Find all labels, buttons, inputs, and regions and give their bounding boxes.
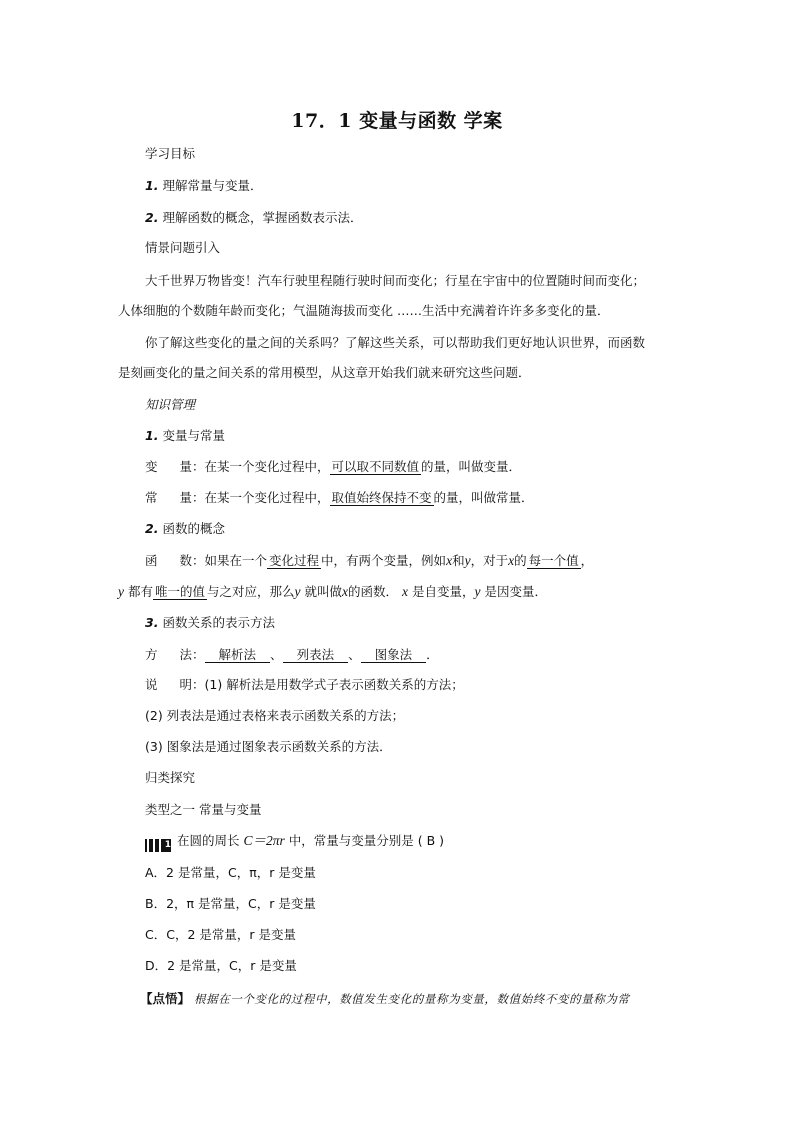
function-text-1: 中，有两个变量，例如: [321, 553, 447, 568]
constant-definition: [145, 490, 534, 506]
tip-body: 根据在一个变化的过程中，数值发生变化的量称为变量，数值始终不变的量称为常: [194, 992, 630, 1006]
variable-blank: 可以取不同数值: [331, 459, 420, 474]
note-term-rest: 明：(1) 解析法是用数学式子表示函数关系的方法；: [179, 677, 464, 692]
constant-term-rest: 量：在某一个变化过程中，: [179, 490, 330, 505]
option-d: D．2 是常量，C，r 是变量: [145, 958, 297, 973]
methods-blank-3: 图象法: [361, 648, 427, 663]
function-blank-1: 变化过程: [269, 553, 320, 568]
tip-line: [140, 991, 630, 1007]
constant-tail: 的量，叫做常量．: [433, 490, 534, 505]
note-term-char: 说: [145, 677, 158, 692]
intro-paragraph-2-line-1: 你了解这些变化的量之间的关系吗？了解这些关系，可以帮助我们更好地认识世界，而函数: [145, 335, 646, 350]
goal-1-text: 理解常量与变量．: [162, 178, 263, 193]
goal-2: [145, 210, 362, 226]
function-line2-text-c: 就叫做: [304, 584, 343, 599]
intro-paragraph-1-line-2: 人体细胞的个数随年龄而变化；气温随海拔而变化 ……生活中充满着许许多多变化的量．: [118, 303, 610, 318]
example-1-formula: C＝2πr: [243, 833, 285, 848]
example-icon: 1: [145, 839, 171, 852]
knowledge-2: [145, 521, 225, 537]
variable-term-char: 变: [145, 459, 158, 474]
option-c: C．C，2 是常量，r 是变量: [145, 927, 296, 942]
goals-heading: 学习目标: [145, 146, 196, 161]
function-line2-y-3: y: [474, 584, 481, 599]
constant-blank: 取值始终保持不变: [331, 490, 432, 505]
knowledge-3-title: 函数关系的表示方法: [162, 615, 275, 630]
function-line2-x-3: x: [402, 584, 409, 599]
function-var-y: y: [464, 553, 471, 568]
goal-2-number: 2.: [145, 210, 159, 225]
note-line-2: (2) 列表法是通过表格来表示函数关系的方法；: [145, 708, 405, 723]
constant-term-char: 常: [145, 490, 158, 505]
methods-blank-2: 列表法: [283, 648, 349, 663]
option-a: A．2 是常量，C，π，r 是变量: [145, 865, 316, 880]
intro-heading: 情景问题引入: [145, 240, 221, 255]
function-text-2: ，对于: [470, 553, 509, 568]
knowledge-3-number: 3.: [145, 615, 159, 630]
function-term-rest: 数：如果在一个: [179, 553, 268, 568]
page-title: 17．1 变量与函数 学案: [291, 110, 503, 132]
function-line2-text-b: 与之对应，那么: [207, 584, 295, 599]
goal-1-number: 1.: [145, 178, 159, 193]
knowledge-2-title: 函数的概念: [162, 521, 225, 536]
methods-sep-1: 、: [270, 647, 283, 662]
type-1-heading: 类型之一 常量与变量: [145, 802, 262, 817]
variable-definition: [145, 459, 521, 475]
explore-heading: 归类探究: [145, 770, 196, 785]
variable-term-rest: 量：在某一个变化过程中，: [179, 459, 330, 474]
function-line2-y: y: [118, 584, 124, 599]
function-line2-text-f: 是因变量．: [484, 584, 548, 599]
methods-term-char: 方: [145, 647, 158, 662]
example-1-text-a: 在圆的周长: [177, 833, 240, 848]
intro-paragraph-1-line-1: 大千世界万物皆变！汽车行驶里程随行驶时间而变化；行星在宇宙中的位置随时间而变化；: [145, 273, 646, 288]
function-comma: ，: [580, 553, 594, 568]
intro-paragraph-2-line-2: 是刻画变化的量之间关系的常用模型，从这章开始我们就来研究这些问题．: [118, 365, 531, 380]
function-line2-x: x: [342, 584, 349, 599]
function-line2-y-2: y: [294, 584, 301, 599]
option-b: B．2，π 是常量，C，r 是变量: [145, 896, 316, 911]
note-line-1: [145, 677, 464, 693]
function-line2-blank: 唯一的值: [155, 584, 206, 599]
methods-end: ．: [426, 647, 439, 662]
knowledge-2-number: 2.: [145, 521, 159, 536]
function-line2-text-a: 都有: [127, 584, 153, 599]
knowledge-3: [145, 615, 275, 631]
variable-tail: 的量，叫做变量．: [421, 459, 522, 474]
methods-blank-1: 解析法: [205, 648, 271, 663]
tip-tag: 【点悟】: [140, 991, 191, 1006]
methods-term-rest: 法：: [179, 647, 205, 662]
function-text-3: 的: [514, 553, 527, 568]
knowledge-heading: 知识管理: [145, 397, 196, 412]
function-var-x-2: x: [508, 553, 515, 568]
function-var-x: x: [446, 553, 453, 568]
goal-2-text: 理解函数的概念，掌握函数表示法．: [162, 210, 363, 225]
methods-line: [145, 647, 439, 663]
function-line2-text-d: 的函数．: [348, 584, 399, 599]
function-and: 和: [452, 553, 465, 568]
function-term-char: 函: [145, 553, 158, 568]
knowledge-1-title: 变量与常量: [162, 428, 225, 443]
goal-1: [145, 178, 262, 194]
function-definition-line-1: [145, 553, 593, 569]
function-definition-line-2: [118, 584, 547, 600]
methods-sep-2: 、: [348, 647, 361, 662]
knowledge-1: [145, 428, 225, 444]
knowledge-1-number: 1.: [145, 428, 159, 443]
function-blank-2: 每一个值: [528, 553, 579, 568]
example-1-question: [145, 833, 444, 852]
function-line2-text-e: 是自变量，: [412, 584, 475, 599]
note-line-3: (3) 图象法是通过图象表示函数关系的方法．: [145, 739, 392, 754]
example-1-text-b: 中，常量与变量分别是 ( B ): [288, 833, 445, 848]
